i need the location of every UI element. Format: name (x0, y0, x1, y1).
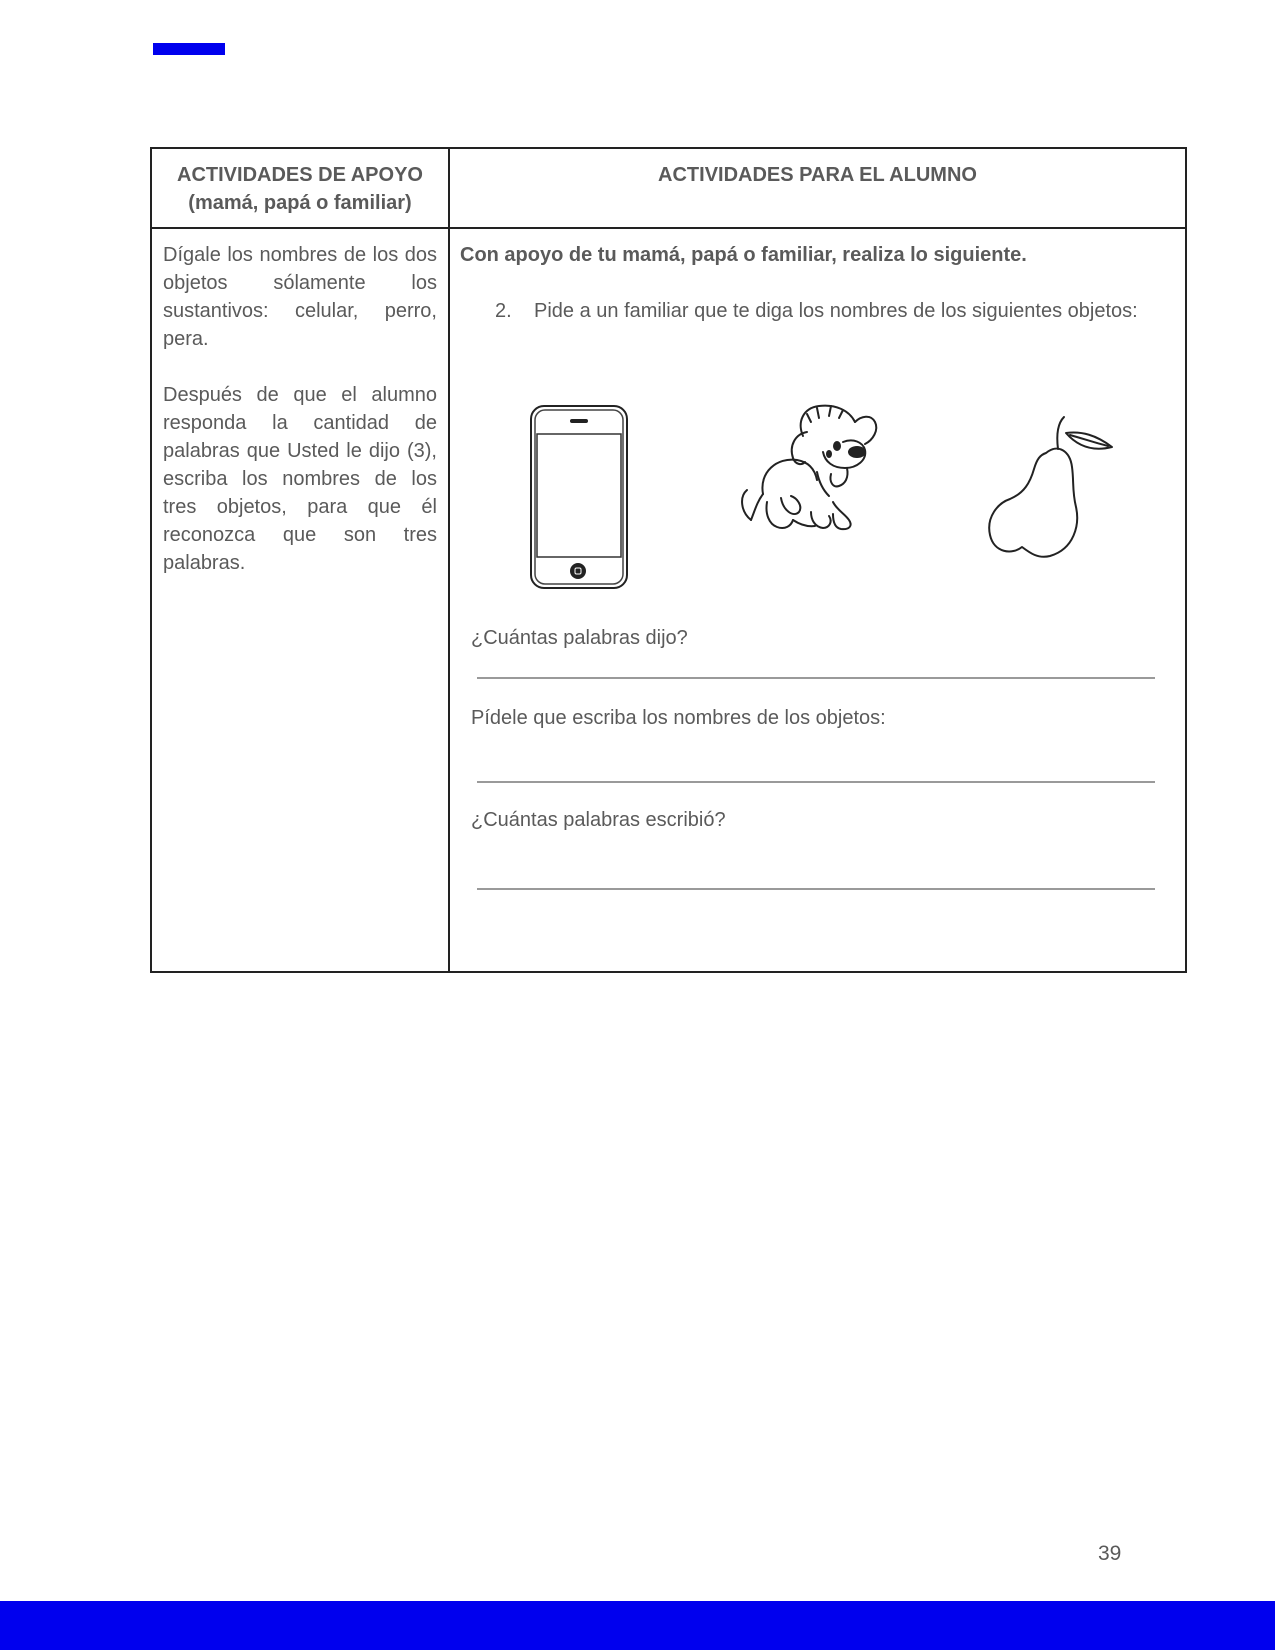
support-paragraph-2: Después de que el alumno responda la cantidad de palabras que Usted le dijo (3), escriba los nombres de los tres objetos, para que él reconozca que son tres palabras. (163, 384, 437, 574)
student-intro: Con apoyo de tu mamá, papá o familiar, realiza lo siguiente. (460, 244, 1027, 266)
table-body-row (151, 228, 1186, 972)
activities-table (150, 147, 1187, 973)
question-words-written: ¿Cuántas palabras escribió? (471, 809, 726, 831)
answer-line-2[interactable] (477, 781, 1155, 783)
answer-line-1[interactable] (477, 677, 1155, 679)
item-text: Pide a un familiar que te diga los nombres de los siguientes objetos: (534, 300, 1138, 322)
support-cell (151, 228, 449, 972)
support-header-subtitle: (mamá, papá o familiar) (188, 192, 412, 214)
phone-icon (529, 404, 629, 590)
support-header-title: ACTIVIDADES DE APOYO (177, 164, 423, 186)
page-number: 39 (1098, 1542, 1122, 1565)
question-words-said: ¿Cuántas palabras dijo? (471, 627, 688, 649)
answer-line-3[interactable] (477, 888, 1155, 890)
support-paragraph-1: Dígale los nombres de los dos objetos sólamente los sustantivos: celular, perro, pera. (163, 244, 437, 350)
support-header (151, 148, 449, 228)
student-cell (449, 228, 1186, 972)
item-number: 2. (495, 300, 512, 322)
student-header-title: ACTIVIDADES PARA EL ALUMNO (658, 164, 977, 186)
top-accent-bar (153, 43, 225, 55)
bottom-accent-bar (0, 1601, 1275, 1650)
question-write-names: Pídele que escriba los nombres de los objetos: (471, 707, 886, 729)
table-header-row (151, 148, 1186, 228)
pear-icon (984, 409, 1124, 559)
student-header (449, 148, 1186, 228)
dog-icon (737, 402, 887, 537)
